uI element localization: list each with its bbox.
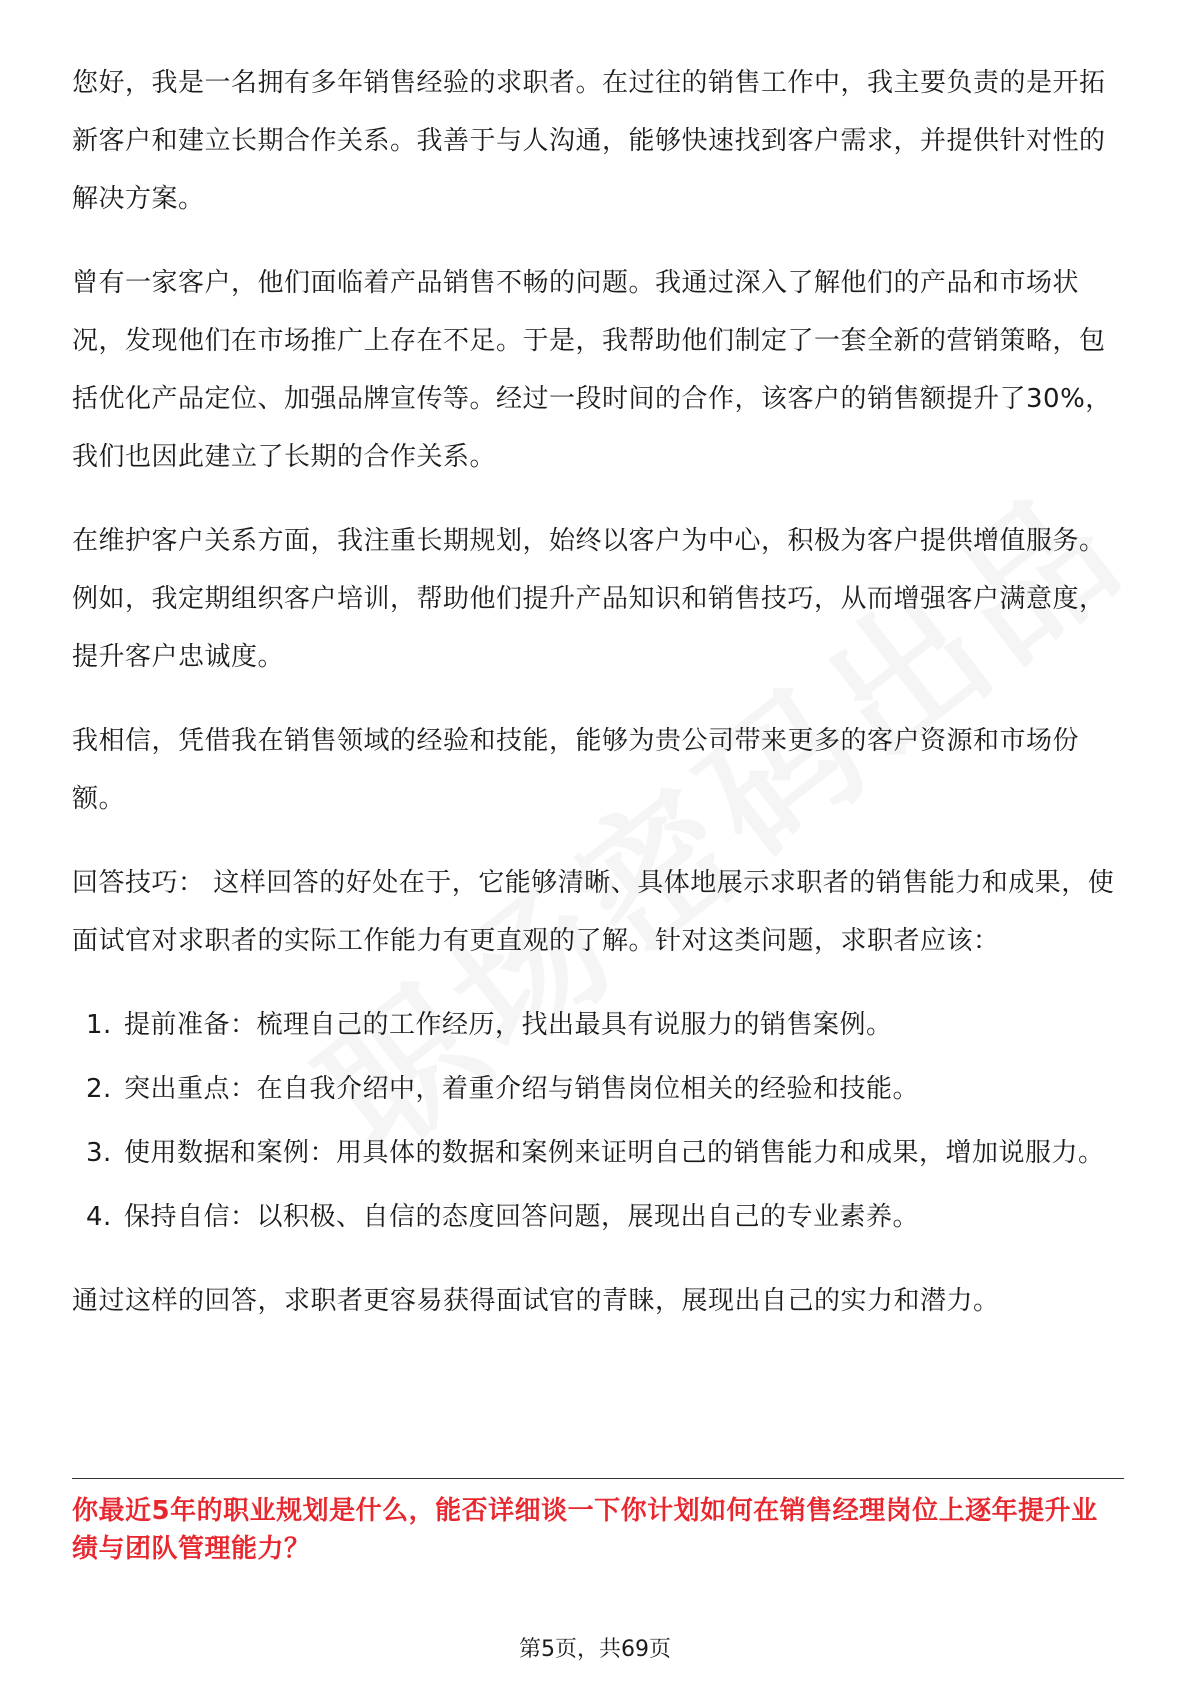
list-item (72, 1124, 1124, 1182)
answer-paragraph-3: 在维护客户关系方面，我注重长期规划，始终以客户为中心，积极为客户提供增值服务。例如，我定期组织客户培训，帮助他们提升产品知识和销售技巧，从而增强客户满意度，提升客户忠诚度。 (72, 526, 1106, 672)
list-item (72, 1188, 1124, 1246)
list-text: 使用数据和案例：用具体的数据和案例来证明自己的销售能力和成果，增加说服力。 (124, 1138, 1105, 1168)
section-divider (72, 1478, 1124, 1479)
page-footer: 第5页，共69页 (519, 1637, 671, 1662)
list-text: 提前准备：梳理自己的工作经历，找出最具有说服力的销售案例。 (124, 1010, 893, 1040)
tips-paragraph: 回答技巧： 这样回答的好处在于，它能够清晰、具体地展示求职者的销售能力和成果，使面试官对求职者的实际工作能力有更直观的了解。针对这类问题，求职者应该： (72, 868, 1115, 956)
answer-paragraph-1: 您好，我是一名拥有多年销售经验的求职者。在过往的销售工作中，我主要负责的是开拓新客户和建立长期合作关系。我善于与人沟通，能够快速找到客户需求，并提供针对性的解决方案。 (72, 68, 1106, 214)
list-number: 4. (86, 1202, 112, 1232)
tips-list (72, 996, 1124, 1246)
document-body (72, 54, 1124, 1356)
list-number: 2. (86, 1074, 112, 1104)
answer-paragraph-4: 我相信，凭借我在销售领域的经验和技能，能够为贵公司带来更多的客户资源和市场份额。 (72, 726, 1080, 814)
list-item (72, 1060, 1124, 1118)
next-question-heading: 你最近5年的职业规划是什么，能否详细谈一下你计划如何在销售经理岗位上逐年提升业绩与团队管理能力？ (72, 1496, 1098, 1564)
list-item (72, 996, 1124, 1054)
list-number: 3. (86, 1138, 112, 1168)
answer-paragraph-2: 曾有一家客户，他们面临着产品销售不畅的问题。我通过深入了解他们的产品和市场状况，发现他们在市场推广上存在不足。于是，我帮助他们制定了一套全新的营销策略，包括优化产品定位、加强品牌宣传等。经过一段时间的合作，该客户的销售额提升了30%，我们也因此建立了长期的合作关系。 (72, 268, 1112, 472)
list-text: 保持自信：以积极、自信的态度回答问题，展现出自己的专业素养。 (124, 1202, 920, 1232)
closing-paragraph: 通过这样的回答，求职者更容易获得面试官的青睐，展现出自己的实力和潜力。 (72, 1286, 1000, 1316)
list-text: 突出重点：在自我介绍中，着重介绍与销售岗位相关的经验和技能。 (124, 1074, 920, 1104)
list-number: 1. (86, 1010, 112, 1040)
